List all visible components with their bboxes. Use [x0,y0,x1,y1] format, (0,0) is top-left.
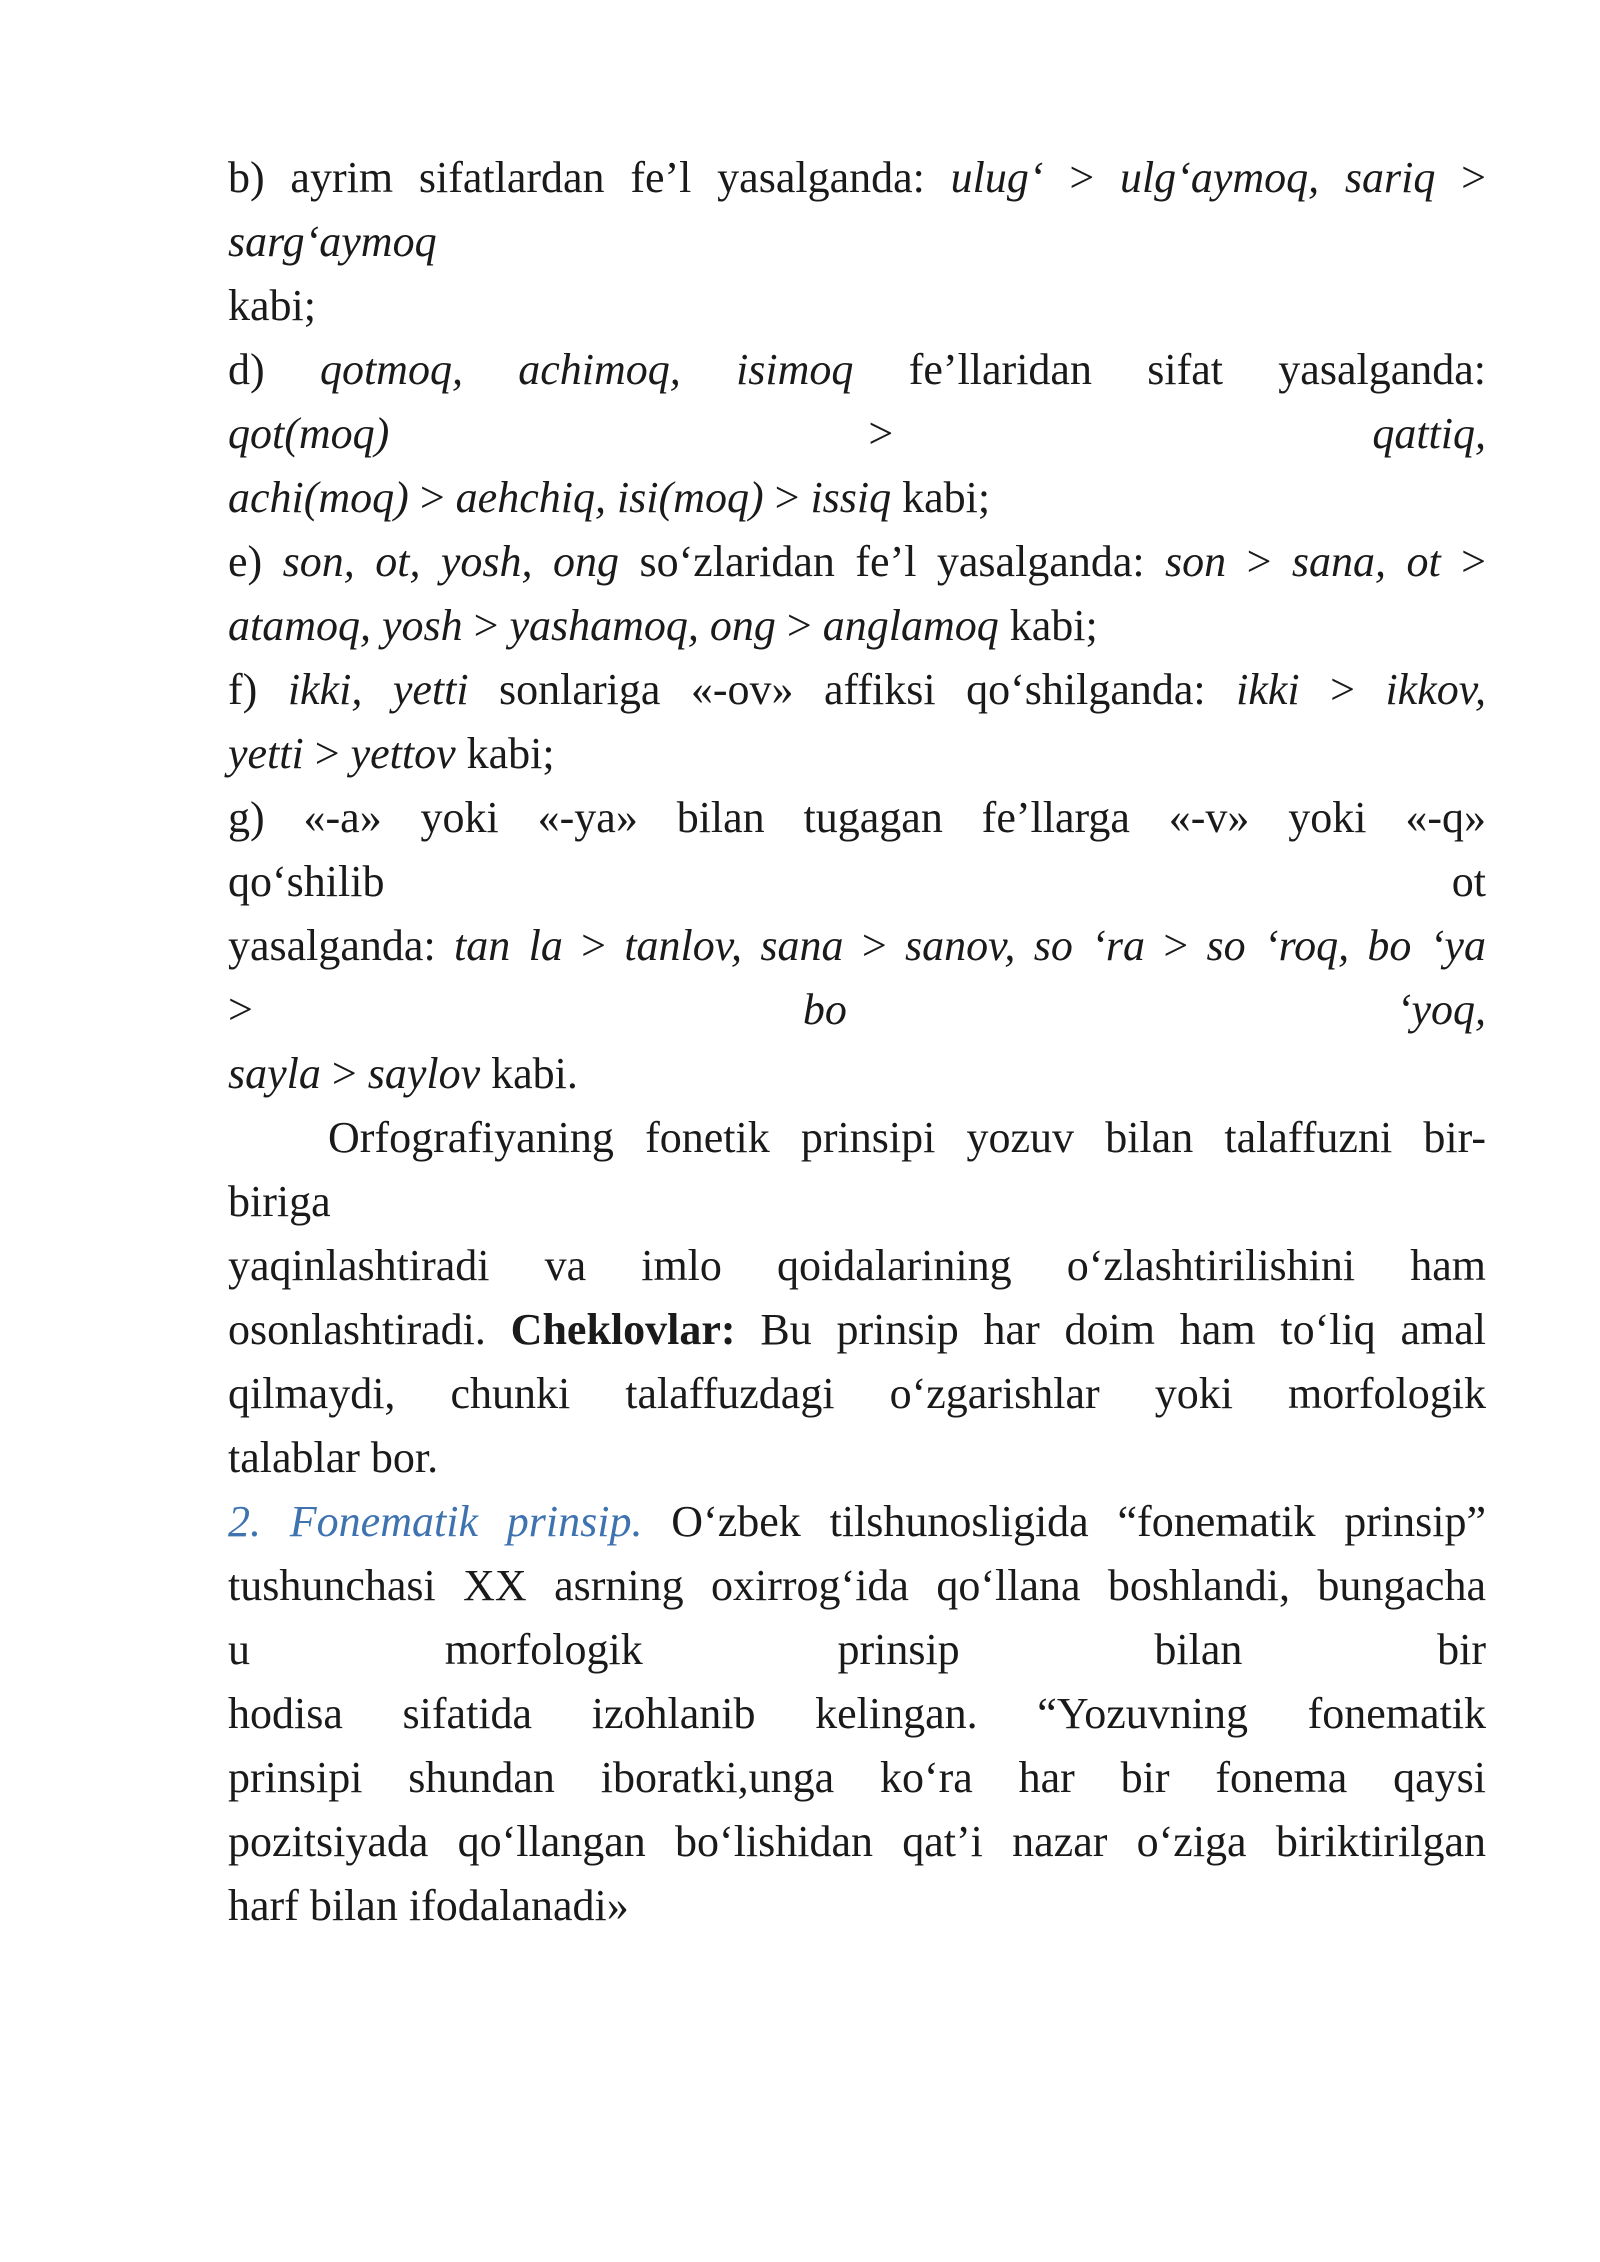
text-span: sana, ot [1291,537,1441,586]
text-span: > [763,473,811,522]
text-span: Orfografiyaning fonetik prinsipi yozuv bilan talaffuzni bir- [328,1113,1486,1162]
text-line [228,1362,1486,1426]
text-span: so‘zlaridan fe’l yasalganda: [619,537,1166,586]
text-line [228,210,1486,274]
text-line [228,146,1486,210]
text-line [228,402,1486,466]
text-span: yashamoq, ong [509,601,776,650]
text-line [228,722,1486,786]
text-line [228,978,1486,1042]
text-span: sayla [228,1049,321,1098]
text-line [228,1810,1486,1874]
text-span: kabi; [891,473,991,522]
text-span: tushunchasi XX asrning oxirrog‘ida qo‘llana boshlandi, bungacha [228,1561,1486,1610]
text-span: Cheklovlar: [510,1305,736,1354]
text-span: yettov [350,729,456,778]
text-line [228,786,1486,850]
text-span: ulug‘ [950,153,1044,202]
text-span: ikkov, [1385,665,1486,714]
text-span: > [303,729,351,778]
text-span: > [843,921,906,970]
text-line [228,338,1486,402]
text-line [228,1874,1486,1938]
text-line [228,658,1486,722]
text-line [228,1298,1486,1362]
text-span: kabi; [998,601,1098,650]
text-span: d) [228,345,320,394]
text-line [228,1490,1486,1554]
text-span: yaqinlashtiradi va imlo qoidalarining o‘zlashtirilishini ham [228,1241,1486,1290]
text-span: sarg‘aymoq [228,217,437,266]
text-span: son [1165,537,1227,586]
text-line [228,466,1486,530]
text-line [228,530,1486,594]
text-span: > [1043,153,1120,202]
text-span: prinsipi shundan iboratki,unga ko‘ra har bir fonema qaysi [228,1753,1486,1802]
text-span: yasalganda: [228,921,455,970]
text-span: qot(moq) [228,409,390,458]
text-span: osonlashtiradi. [228,1305,511,1354]
text-span: harf bilan ifodalanadi» [228,1881,629,1930]
text-span: > [562,921,625,970]
text-line [228,1106,1486,1170]
text-span: pozitsiyada qo‘llangan bo‘lishidan qat’i nazar o‘ziga biriktirilgan [228,1817,1486,1866]
text-line [228,1234,1486,1298]
text-line [228,1618,1486,1682]
text-span: > [408,473,456,522]
text-span: > [228,985,803,1034]
text-span: biriga [228,1177,331,1226]
text-span: tan la [454,921,563,970]
text-span: ikki, yetti [287,665,469,714]
text-line [228,1042,1486,1106]
text-line [228,274,1486,338]
text-span: > [1299,665,1386,714]
text-line [228,594,1486,658]
text-line [228,1426,1486,1490]
text-span: talablar bor. [228,1433,439,1482]
text-span: aehchiq, isi(moq) [455,473,764,522]
document-page [228,146,1486,1938]
text-span: qo‘shilib ot [228,857,1486,906]
text-span: > [1226,537,1292,586]
text-line [228,850,1486,914]
text-span: qotmoq, achimoq, isimoq [319,345,854,394]
text-span: u morfologik prinsip bilan bir [228,1625,1486,1674]
text-span: sonlariga «-ov» affiksi qo‘shilganda: [468,665,1237,714]
text-span: hodisa sifatida izohlanib kelingan. “Yozuvning fonematik [228,1689,1486,1738]
text-span: kabi; [228,281,316,330]
text-span: atamoq, yosh [228,601,463,650]
text-span: > [462,601,510,650]
text-span: son, ot, yosh, ong [282,537,620,586]
text-span: e) [228,537,283,586]
text-span: achi(moq) [228,473,409,522]
text-line [228,1682,1486,1746]
text-span: g) «-a» yoki «-ya» bilan tugagan fe’llarga «-v» yoki «-q» [228,793,1486,842]
text-span: qattiq, [1372,409,1486,458]
text-span: > [1435,153,1486,202]
text-span: bo ‘yoq, [802,985,1486,1034]
text-span: saylov [367,1049,481,1098]
text-span: ulg‘aymoq, sariq [1119,153,1436,202]
text-span: > [775,601,823,650]
text-span: > [389,409,1373,458]
text-span: issiq [810,473,892,522]
text-span: fe’llaridan sifat yasalganda: [853,345,1486,394]
text-span: qilmaydi, chunki talaffuzdagi o‘zgarishlar yoki morfologik [228,1369,1486,1418]
text-span: Bu prinsip har doim ham to‘liq amal [735,1305,1486,1354]
text-span: > [1144,921,1207,970]
text-span: f) [228,665,288,714]
text-span: O‘zbek tilshunosligida “fonematik prinsip” [642,1497,1487,1546]
text-span: ikki [1236,665,1300,714]
text-span: so ‘roq, bo ‘ya [1206,921,1486,970]
text-span: kabi; [455,729,555,778]
text-span: b) ayrim sifatlardan fe’l yasalganda: [228,153,951,202]
text-line [228,1554,1486,1618]
text-span: > [320,1049,368,1098]
text-span: sanov, so ‘ra [905,921,1145,970]
text-span: anglamoq [822,601,999,650]
text-span: > [1440,537,1486,586]
text-span: yetti [228,729,304,778]
text-span: kabi. [480,1049,578,1098]
text-line [228,1746,1486,1810]
text-line [228,1170,1486,1234]
section-heading: 2. Fonematik prinsip. [228,1497,643,1546]
text-span: tanlov, sana [624,921,844,970]
text-line [228,914,1486,978]
